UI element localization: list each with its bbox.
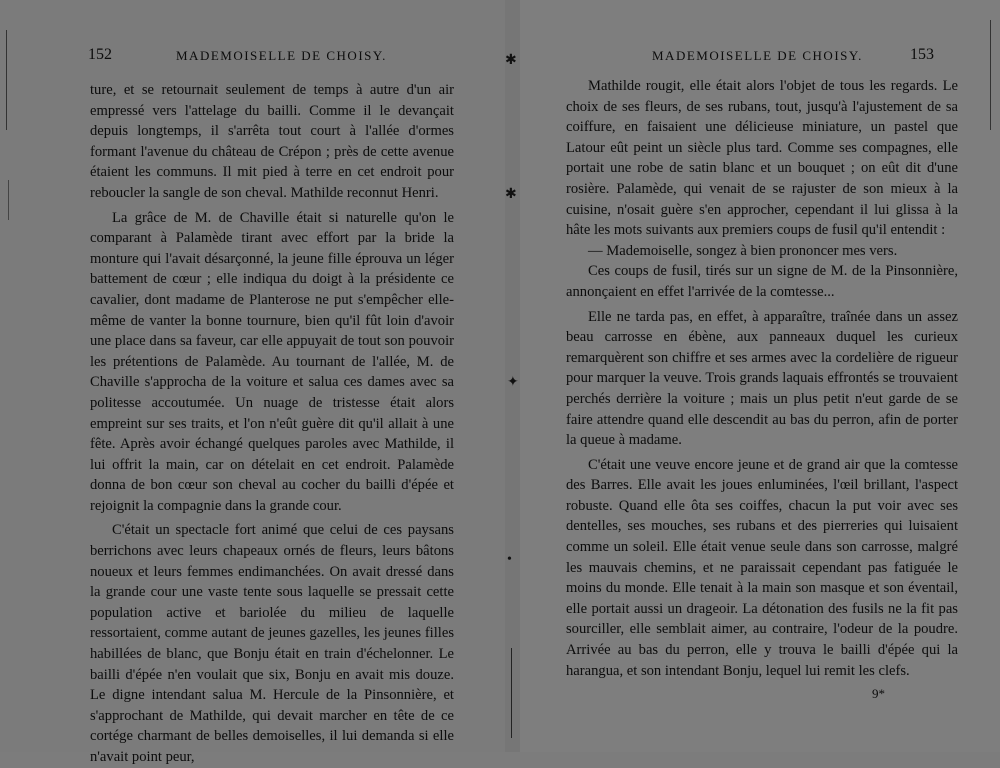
right-page-number: 153 bbox=[910, 46, 934, 63]
right-paragraph-2: — Mademoiselle, songez à bien prononcer mes vers. bbox=[588, 242, 898, 259]
left-paragraph-3: C'était un spectacle fort animé que celui de ces paysans berrichons avec leurs chapeaux ornés de fleurs, leurs bâtons noueux et leurs femmes endimanchées. On avait dressé dans la grande cour une vaste tente sous laquelle se pressait cette population active et bariolée du milieu de laquelle ressortaient, comme autant de jeunes gazelles, les jeunes filles habillées de blanc, que Bonju était en train d'échelonner. Le bailli d'épée n'en voulait que six, Bonju en avait mis douze. Le digne intendant salua M. Hercule de la Pinsonnière, et s'approchant de Mathilde, qui devait marcher en tête de ce cortége charmant de belles demoiselles, il lui demanda si elle n'avait point peur, bbox=[90, 522, 454, 765]
left-page-number: 152 bbox=[88, 46, 112, 63]
binding-mark-3: ✦ bbox=[507, 375, 519, 390]
left-paragraph-2: La grâce de M. de Chaville était si naturelle qu'on le comparant à Palamède tirant avec effort par la bride la monture qui l'avait désarçonné, la jeune fille éprouva un léger battement de cœur ; elle indiqua du doigt à la présidente ce cavalier, dont madame de Planterose ne put s'empêcher elle-même de vanter la bonne tournure, bien qu'il fût loin d'avoir une place dans sa faveur, car elle appuyait de tout son pouvoir les prétentions de Palamède. Au tournant de l'allée, M. de Chaville s'approcha de la voiture et salua ces dames avec sa politesse accoutumée. Un nuage de tristesse était alors empreint sur ses traits, et l'on n'eût guère dit qu'il allait à une fête. Après avoir échangé quelques paroles avec Mathilde, il lui offrit la main, car on dételait en cet endroit. Palamède donna de bon cœur son cheval au cocher du bailli d'épée et rejoignit la compagnie dans la grande cour. bbox=[90, 209, 454, 514]
right-paragraph-1: Mathilde rougit, elle était alors l'objet de tous les regards. Le choix de ses fleurs, de ses rubans, tout, jusqu'à l'ajustement de sa coiffure, en faisaient une délicieuse miniature, un pastel que Latour eût peint un siècle plus tard. Comme ses compagnes, elle portait une robe de satin blanc et un bouquet ; on eût dit d'une rosière. Palamède, qui venait de se rajuster de son mieux à la cuisine, n'osait guère s'en approcher, cependant il lui glissa à la hâte les mots suivants aux premiers coups de fusil qu'il entendit : bbox=[566, 78, 958, 239]
binding-mark-2: ✱ bbox=[505, 187, 517, 202]
left-running-head: MADEMOISELLE DE CHOISY. bbox=[176, 48, 387, 63]
right-paragraph-3: Ces coups de fusil, tirés sur un signe de M. de la Pinsonnière, annonçaient en effet l'arrivée de la comtesse... bbox=[566, 263, 958, 300]
right-body-text bbox=[566, 76, 958, 681]
binding-mark-4: • bbox=[507, 552, 512, 567]
left-body-text bbox=[90, 80, 454, 768]
right-paragraph-5: C'était une veuve encore jeune et de grand air que la comtesse des Barres. Elle avait les joues enluminées, l'œil brillant, l'aspect robuste. Quand elle ôta ses coiffes, chacun la put voir avec ses dentelles, ses mouches, ses rubans et des pierreries qui luisaient comme un soleil. Elle était venue seule dans son carrosse, malgré les mauvais chemins, et ne paraissait cependant pas fatiguée le moins du monde. Elle tenait à la main son masque et son éventail, elle portait aussi un drageoir. La détonation des fusils ne la fit pas sourciller, elle semblait aimer, au contraire, l'odeur de la poudre. Arrivée au bas du perron, elle y trouva le bailli d'épée qui la harangua, et son intendant Bonju, lequel lui remit les clefs. bbox=[566, 456, 958, 679]
right-edge-mark bbox=[990, 20, 991, 130]
right-running-head: MADEMOISELLE DE CHOISY. bbox=[652, 48, 863, 63]
signature-mark: 9* bbox=[872, 686, 885, 701]
right-paragraph-4: Elle ne tarda pas, en effet, à apparaître, traînée dans un assez beau carrosse en ébène, aux panneaux duquel les curieux remarquèrent son chiffre et ses armes avec la cordelière de rigueur pour marquer la veuve. Trois grands laquais effrontés se trouvaient perchés derrière la voiture ; mais un plus petit n'eut garde de se faire attendre quand elle descendit au bas du perron, afin de porter la queue à madame. bbox=[566, 308, 958, 449]
book-gutter bbox=[505, 0, 520, 752]
binding-line bbox=[511, 648, 512, 738]
right-page bbox=[520, 0, 1000, 752]
binding-mark-1: ✱ bbox=[505, 53, 517, 68]
left-edge-mark-2 bbox=[8, 180, 9, 220]
left-paragraph-1: ture, et se retournait seulement de temps à autre d'un air empressé vers l'attelage du bailli. Comme il le devançait depuis longtemps, il s'arrêta tout court à l'allée d'ormes formant l'avenue du château de Crépon ; près de cette avenue étaient les communs. Il mit pied à terre en cet endroit pour reboucler la sangle de son cheval. Mathilde reconnut Henri. bbox=[90, 82, 454, 201]
left-edge-mark bbox=[6, 30, 7, 130]
